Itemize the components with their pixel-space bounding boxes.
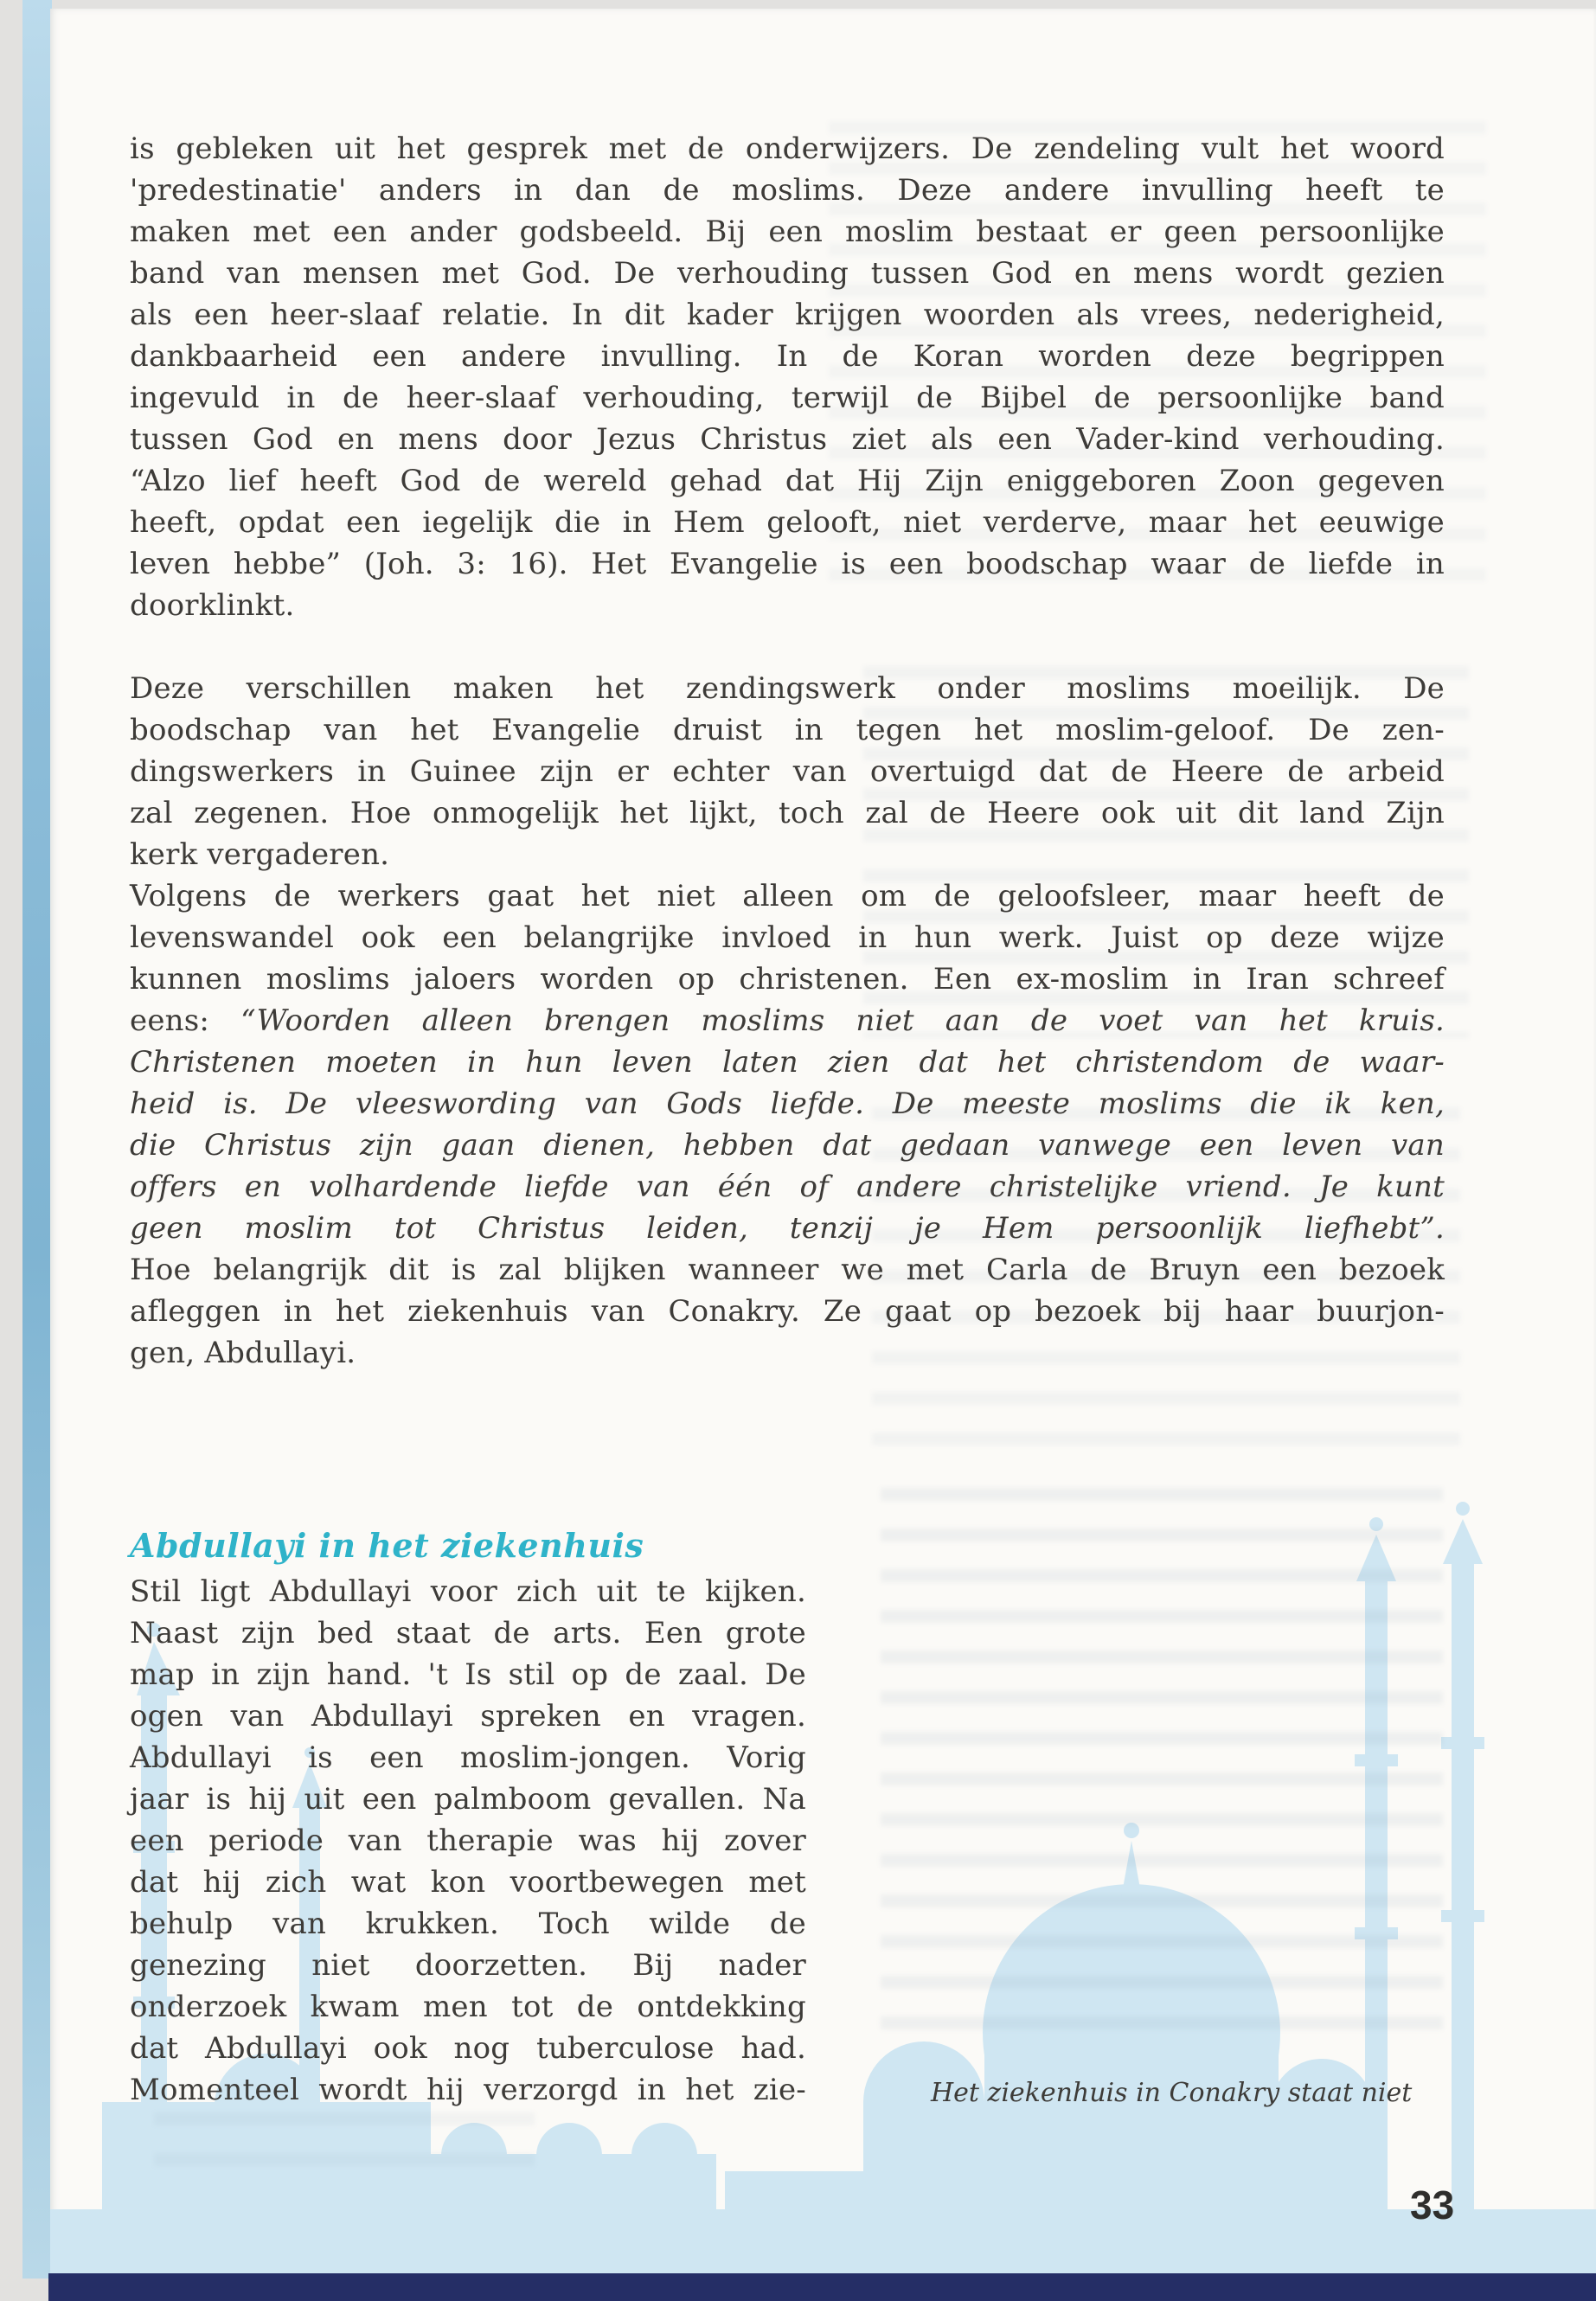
paragraph-2 <box>130 668 1445 875</box>
paragraph-3 <box>130 875 1445 1374</box>
text-line: behulp van krukken. Toch wilde de <box>130 1907 806 1941</box>
text-line: levenswandel ook een belangrijke invloed in hun werk. Juist op deze wijze <box>130 920 1445 955</box>
text-line: jaar is hij uit een palmboom gevallen. Na <box>130 1782 806 1817</box>
quote-start: “Woorden alleen brengen moslims niet aan de voet van het kruis. <box>240 1003 1445 1038</box>
text-line: afleggen in het ziekenhuis van Conakry. Ze gaat op bezoek bij haar buurjon- <box>130 1294 1445 1329</box>
text-line: kunnen moslims jaloers worden op christenen. Een ex-moslim in Iran schreef <box>130 962 1445 997</box>
text-line <box>130 1000 1445 1042</box>
bleedthrough-ghost-text <box>881 1488 1443 2041</box>
text-line: maken met een ander godsbeeld. Bij een moslim bestaat er geen persoonlijke <box>130 215 1445 249</box>
section-heading: Abdullayi in het ziekenhuis <box>130 1526 644 1565</box>
text-line: zal zegenen. Hoe onmogelijk het lijkt, toch zal de Heere ook uit dit land Zijn <box>130 796 1445 830</box>
text-line: Naast zijn bed staat de arts. Een grote <box>130 1616 806 1650</box>
text-line: dingswerkers in Guinee zijn er echter van overtuigd dat de Heere de arbeid <box>130 754 1445 789</box>
text-line: offers en volhardende liefde van één of andere christelijke vriend. Je kunt <box>130 1170 1445 1204</box>
photo-caption: Het ziekenhuis in Conakry staat niet <box>931 2078 1413 2108</box>
bleedthrough-ghost-text <box>154 2112 535 2192</box>
text-line: ogen van Abdullayi spreken en vragen. <box>130 1699 806 1734</box>
text-line: geen moslim tot Christus leiden, tenzij je Hem persoonlijk liefhebt”. <box>130 1211 1445 1246</box>
text-line: onderzoek kwam men tot de ontdekking <box>130 1990 806 2024</box>
text-line: Christenen moeten in hun leven laten zien dat het christendom de waar- <box>130 1045 1445 1080</box>
paragraph-3-closing <box>130 1249 1445 1374</box>
text-line: Stil ligt Abdullayi voor zich uit te kijken. <box>130 1574 806 1609</box>
text-line: dankbaarheid een andere invulling. In de Koran worden deze begrippen <box>130 339 1445 374</box>
text-line: een periode van therapie was hij zover <box>130 1823 806 1858</box>
paragraph-3-intro <box>130 875 1445 1000</box>
article-body <box>130 128 1445 1374</box>
text-line: Abdullayi is een moslim-jongen. Vorig <box>130 1740 806 1775</box>
text-line: is gebleken uit het gesprek met de onderwijzers. De zendeling vult het woord <box>130 131 1445 166</box>
page-number: 33 <box>1410 2182 1455 2227</box>
magazine-page <box>50 9 1596 2273</box>
text-line: kerk vergaderen. <box>130 837 390 872</box>
text-line: Deze verschillen maken het zendingswerk onder moslims moeilijk. De <box>130 671 1445 706</box>
text-line: Volgens de werkers gaat het niet alleen om de geloofsleer, maar heeft de <box>130 879 1445 913</box>
text-line: als een heer-slaaf relatie. In dit kader krijgen woorden als vrees, nederigheid, <box>130 298 1445 332</box>
text-line: 'predestinatie' anders in dan de moslims. Deze andere invulling heeft te <box>130 173 1445 208</box>
text-line: ingevuld in de heer-slaaf verhouding, terwijl de Bijbel de persoonlijke band <box>130 381 1445 415</box>
text-line: die Christus zijn gaan dienen, hebben dat gedaan vanwege een leven van <box>130 1128 1445 1163</box>
text-line: map in zijn hand. 't Is stil op de zaal. De <box>130 1657 806 1692</box>
text-line: boodschap van het Evangelie druist in tegen het moslim-geloof. De zen- <box>130 713 1445 747</box>
text-line: leven hebbe” (Joh. 3: 16). Het Evangelie is een boodschap waar de liefde in <box>130 547 1445 581</box>
section-column <box>130 1571 806 2111</box>
text-line: band van mensen met God. De verhouding tussen God en mens wordt gezien <box>130 256 1445 291</box>
text-line: heeft, opdat een iegelijk die in Hem gelooft, niet verderve, maar het eeuwige <box>130 505 1445 540</box>
page-edge-strip <box>22 0 52 2279</box>
text-line: genezing niet doorzetten. Bij nader <box>130 1948 806 1983</box>
text-line: dat Abdullayi ook nog tuberculose had. <box>130 2031 806 2066</box>
text-line: doorklinkt. <box>130 588 295 623</box>
quote-lead-in: eens: <box>130 1003 241 1038</box>
paragraph-3-quote <box>130 1042 1445 1249</box>
text-line: heid is. De vleeswording van Gods liefde. De meeste moslims die ik ken, <box>130 1086 1445 1121</box>
text-line: “Alzo lief heeft God de wereld gehad dat Hij Zijn eniggeboren Zoon gegeven <box>130 464 1445 498</box>
text-line: tussen God en mens door Jezus Christus ziet als een Vader-kind verhouding. <box>130 422 1445 457</box>
paragraph-1 <box>130 128 1445 626</box>
text-line: gen, Abdullayi. <box>130 1336 356 1370</box>
text-line: Momenteel wordt hij verzorgd in het zie- <box>130 2073 806 2107</box>
book-spine-bar <box>48 2273 1596 2301</box>
text-line: Hoe belangrijk dit is zal blijken wanneer we met Carla de Bruyn een bezoek <box>130 1253 1445 1287</box>
text-line: dat hij zich wat kon voortbewegen met <box>130 1865 806 1900</box>
